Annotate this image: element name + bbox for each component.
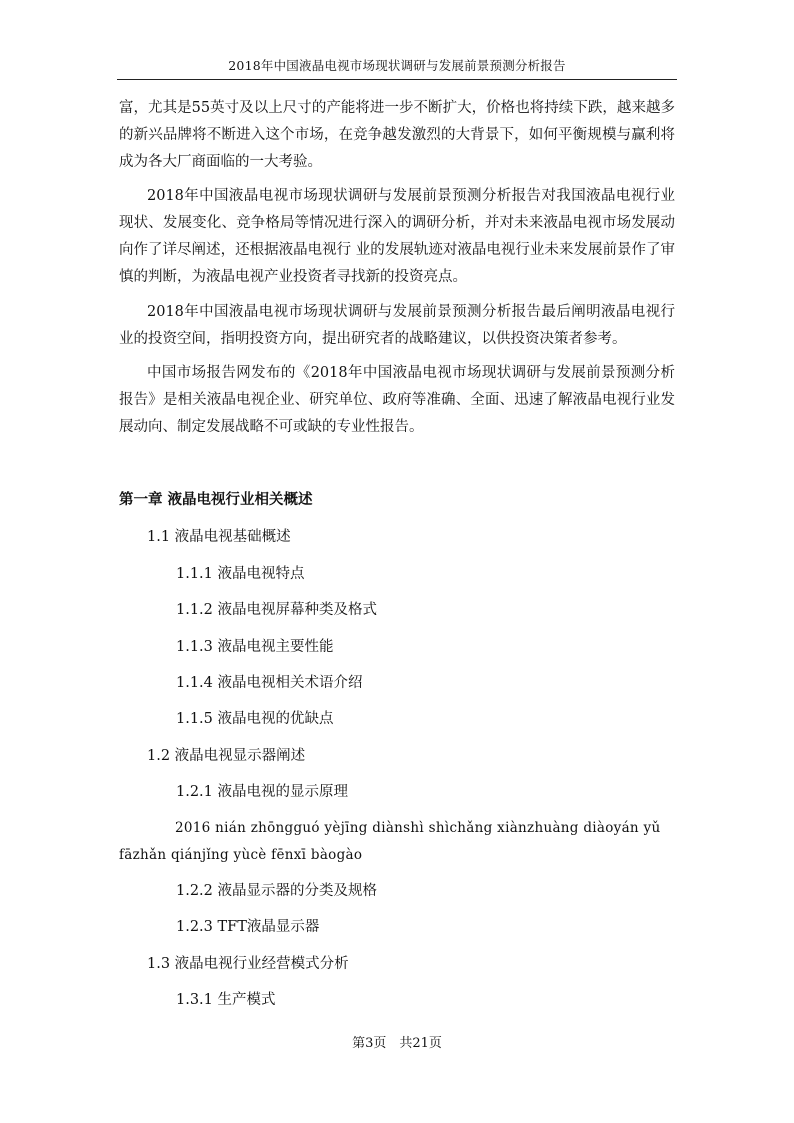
toc-chapter-1: 第一章 液晶电视行业相关概述 bbox=[119, 491, 313, 508]
toc-subsection-1-1-3: 1.1.3 液晶电视主要性能 bbox=[176, 639, 334, 655]
toc-subsection-1-2-1: 1.2.1 液晶电视的显示原理 bbox=[176, 784, 349, 800]
toc-section-1-3: 1.3 液晶电视行业经营模式分析 bbox=[147, 956, 349, 972]
page-number-footer: 第3页 共21页 bbox=[352, 1036, 442, 1051]
header-divider bbox=[117, 79, 677, 80]
body-paragraph-2: 2018年中国液晶电视市场现状调研与发展前景预测分析报告对我国液晶电视行业现状、发展变化、竞争格局等情况进行深入的调研分析，并对未来液晶电视市场发展动向作了详尽阐述，还根据液晶电视行 业的发展轨迹对液晶电视行业未来发展前景作了审慎的判断，为液晶电视产业投资者寻找新的投资亮点。 bbox=[119, 188, 675, 285]
toc-subsection-1-3-1: 1.3.1 生产模式 bbox=[176, 992, 276, 1008]
pinyin-line: 2016 nián zhōngguó yèjīng diànshì shìchǎng xiànzhuàng diàoyán yǔ fāzhǎn qiánjǐng yùcè fēnxī bàogào bbox=[119, 820, 661, 863]
toc-subsection-1-1-2: 1.1.2 液晶电视屏幕种类及格式 bbox=[176, 602, 378, 618]
toc-subsection-1-2-2: 1.2.2 液晶显示器的分类及规格 bbox=[176, 883, 378, 899]
toc-section-1-2: 1.2 液晶电视显示器阐述 bbox=[147, 748, 306, 764]
page-header-title: 2018年中国液晶电视市场现状调研与发展前景预测分析报告 bbox=[228, 58, 566, 73]
toc-subsection-1-2-3: 1.2.3 TFT液晶显示器 bbox=[176, 919, 320, 935]
toc-subsection-1-1-5: 1.1.5 液晶电视的优缺点 bbox=[176, 711, 334, 727]
toc-subsection-1-1-1: 1.1.1 液晶电视特点 bbox=[176, 566, 305, 582]
body-paragraph-4: 中国市场报告网发布的《2018年中国液晶电视市场现状调研与发展前景预测分析报告》是相关液晶电视企业、研究单位、政府等准确、全面、迅速了解液晶电视行业发展动向、制定发展战略不可或缺的专业性报告。 bbox=[119, 365, 675, 435]
toc-subsection-1-1-4: 1.1.4 液晶电视相关术语介绍 bbox=[176, 675, 363, 691]
body-paragraph-3: 2018年中国液晶电视市场现状调研与发展前景预测分析报告最后阐明液晶电视行业的投资空间，指明投资方向，提出研究者的战略建议，以供投资决策者参考。 bbox=[119, 304, 675, 347]
toc-section-1-1: 1.1 液晶电视基础概述 bbox=[147, 529, 291, 545]
body-paragraph-1: 富，尤其是55英寸及以上尺寸的产能将进一步不断扩大，价格也将持续下跌，越来越多的新兴品牌将不断进入这个市场，在竞争越发激烈的大背景下，如何平衡规模与赢利将成为各大厂商面临的一大考验。 bbox=[119, 100, 675, 170]
